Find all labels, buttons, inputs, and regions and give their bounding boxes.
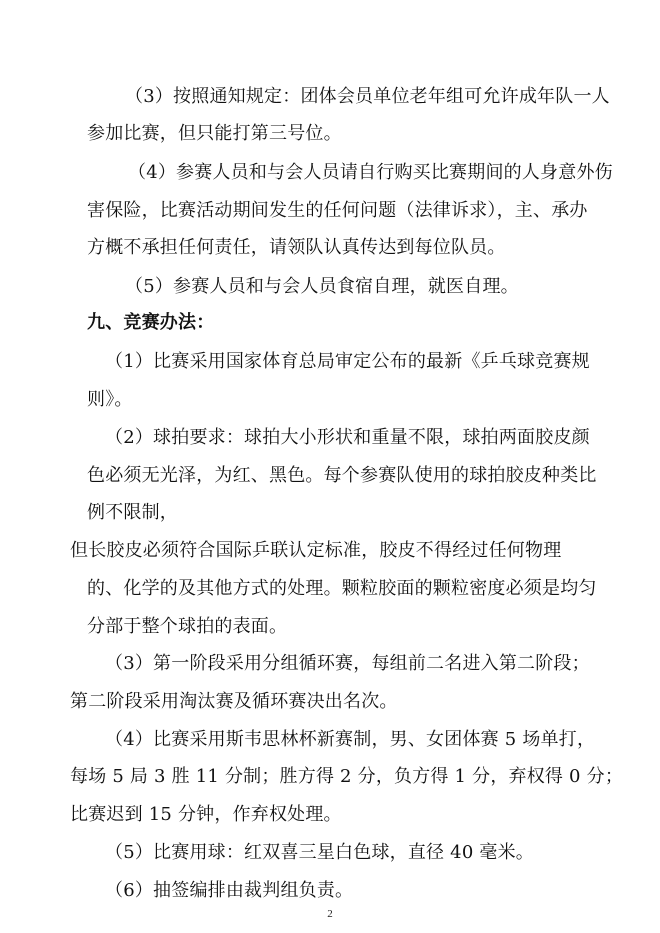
clause-4-line-1: （4）参赛人员和与会人员请自行购买比赛期间的人身意外伤	[128, 162, 613, 183]
rule-3-line-1: （3）第一阶段采用分组循环赛，每组前二名进入第二阶段；	[105, 653, 590, 674]
rule-2-line-4: 但长胶皮必须符合国际乒联认定标准，胶皮不得经过任何物理	[70, 540, 562, 561]
clause-4-line-2: 害保险，比赛活动期间发生的任何问题（法律诉求），主、承办	[87, 200, 588, 221]
rule-2-line-5: 的、化学的及其他方式的处理。颗粒胶面的颗粒密度必须是均匀	[87, 578, 597, 599]
rule-2-line-3: 例不限制，	[87, 502, 178, 523]
clause-3-line-1: （3）按照通知规定：团体会员单位老年组可允许成年队一人	[125, 86, 610, 107]
rule-1-line-2: 则》。	[87, 389, 133, 410]
rule-2-line-2: 色必须无光泽，为红、黑色。每个参赛队使用的球拍胶皮种类比	[87, 465, 597, 486]
rule-4-line-1: （4）比赛采用斯韦思林杯新赛制，男、女团体赛 5 场单打，	[105, 729, 596, 750]
rule-4-line-2: 每场 5 局 3 胜 11 分制；胜方得 2 分，负方得 1 分，弃权得 0 分；	[70, 766, 624, 787]
clause-5-line-1: （5）参赛人员和与会人员食宿自理，就医自理。	[125, 276, 519, 297]
rule-2-line-6: 分部于整个球拍的表面。	[87, 616, 288, 637]
rule-3-line-2: 第二阶段采用淘汰赛及循环赛决出名次。	[70, 691, 398, 712]
clause-3-line-2: 参加比赛，但只能打第三号位。	[87, 123, 342, 144]
rule-5-line-1: （5）比赛用球：红双喜三星白色球，直径 40 毫米。	[105, 842, 534, 863]
clause-4-line-3: 方概不承担任何责任，请领队认真传达到每位队员。	[87, 237, 506, 258]
rule-4-line-3: 比赛迟到 15 分钟，作弃权处理。	[70, 804, 342, 825]
rule-6-line-1: （6）抽签编排由裁判组负责。	[105, 880, 354, 901]
page-number: 2	[327, 908, 333, 920]
section-heading: 九、竞赛办法：	[87, 312, 215, 333]
rule-2-line-1: （2）球拍要求：球拍大小形状和重量不限，球拍两面胶皮颜	[105, 427, 590, 448]
rule-1-line-1: （1）比赛采用国家体育总局审定公布的最新《乒乓球竞赛规	[105, 351, 590, 372]
